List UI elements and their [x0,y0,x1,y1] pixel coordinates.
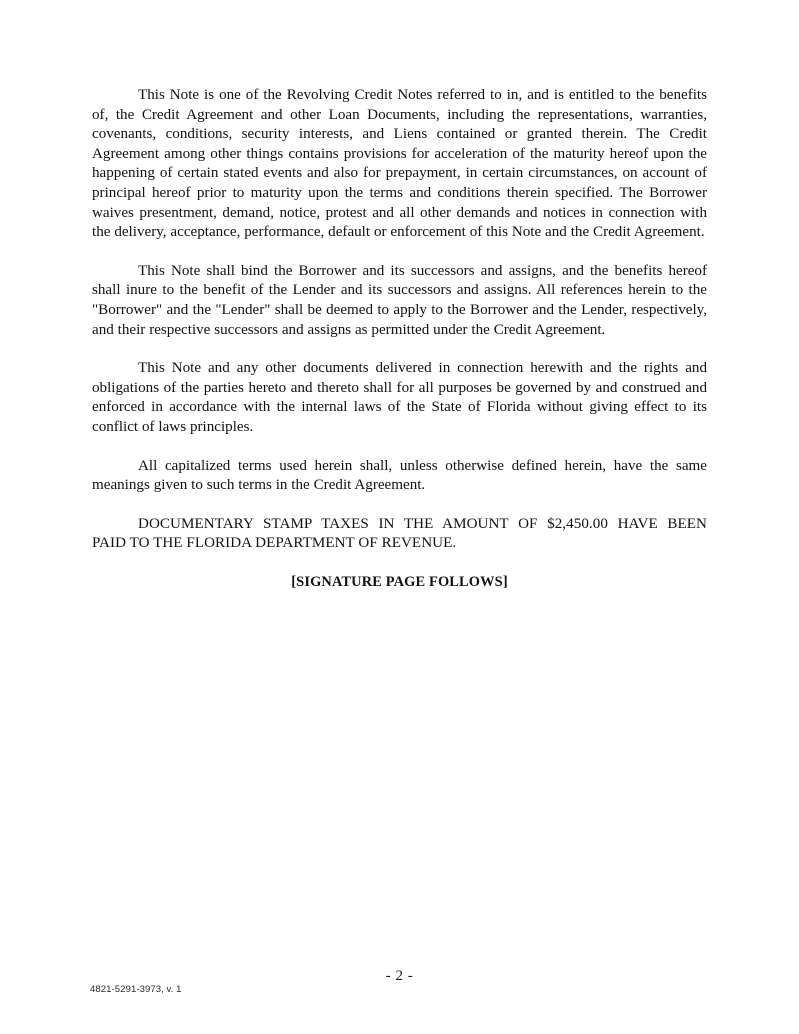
stamp-tax-line-2: PAID TO THE FLORIDA DEPARTMENT OF REVENUE. [92,535,457,552]
page-number: - 2 - [385,968,414,984]
paragraph-successors-assigns: This Note shall bind the Borrower and its successors and assigns, and the benefits hereof shall inure to the benefit of the Lender and its successors and assigns. All references herein to the "Borrower" and the "Lender" shall be deemed to apply to the Borrower and the Lender, respectively, and their respective successors and assigns as permitted under the Credit Agreement. [92,262,707,338]
paragraph-note-benefits: This Note is one of the Revolving Credit Notes referred to in, and is entitled to the benefits of, the Credit Agreement and other Loan Documents, including the representations, warranties, covenants, conditions, security interests, and Liens contained or granted therein. The Credit Agreement among other things contains provisions for acceleration of the maturity hereof upon the happening of certain stated events and also for prepayment, in certain circumstances, on account of principal hereof prior to maturity upon the terms and conditions therein specified. The Borrower waives presentment, demand, notice, protest and all other demands and notices in connection with the delivery, acceptance, performance, default or enforcement of this Note and the Credit Agreement. [92,87,707,241]
paragraph-capitalized-terms: All capitalized terms used herein shall, unless otherwise defined herein, have the same meanings given to such terms in the Credit Agreement. [92,457,707,494]
paragraph-governing-law: This Note and any other documents delivered in connection herewith and the rights and obligations of the parties hereto and thereto shall for all purposes be governed by and construed and enforced in accordance with the internal laws of the State of Florida without giving effect to its conflict of laws principles. [92,360,707,435]
paragraph-documentary-stamp-taxes [92,515,707,554]
document-body [92,86,707,592]
stamp-tax-line-1: DOCUMENTARY STAMP TAXES IN THE AMOUNT OF $2,450.00 HAVE BEEN [138,515,707,532]
document-reference-code: 4821-5291-3973, v. 1 [90,984,182,995]
signature-page-follows-note: [SIGNATURE PAGE FOLLOWS] [291,573,508,590]
